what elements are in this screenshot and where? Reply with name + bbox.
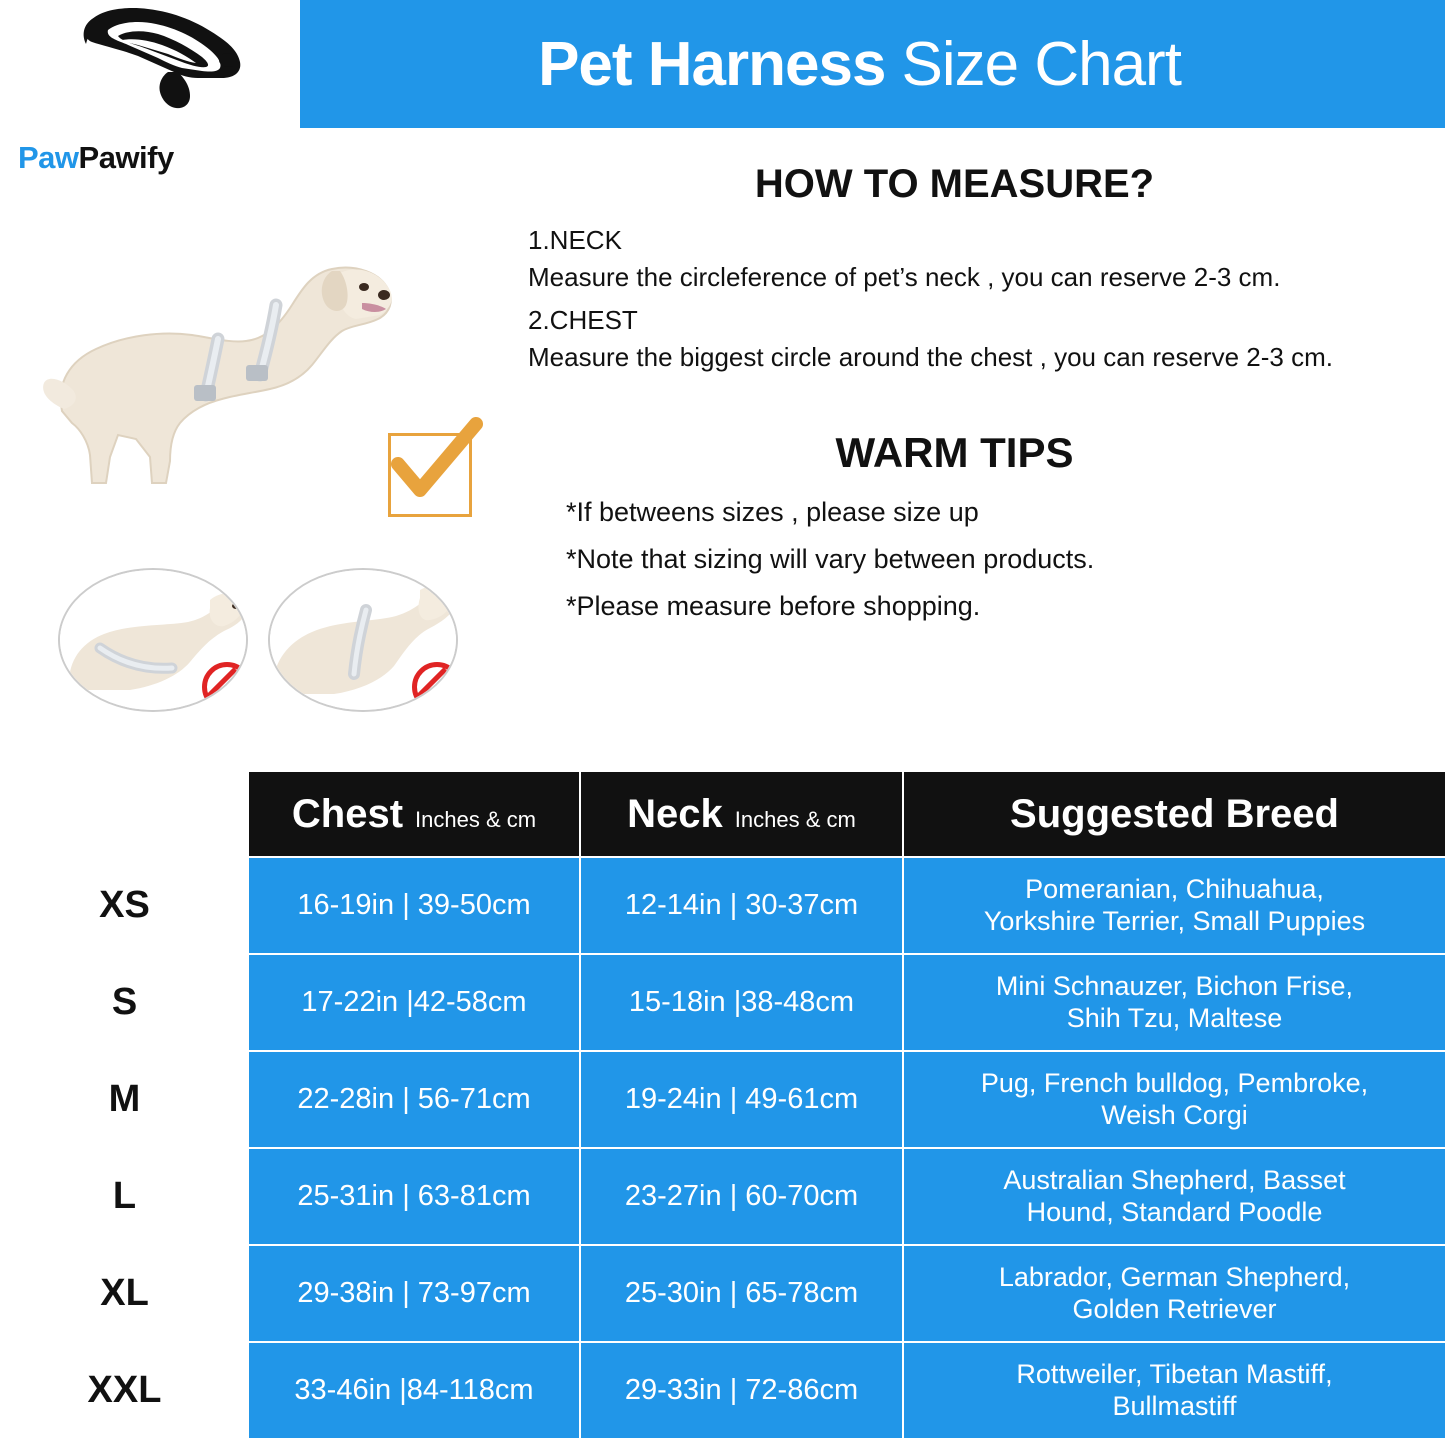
dog-loose-collar-photo — [58, 568, 248, 712]
cell-chest: 25-31in | 63-81cm — [248, 1148, 580, 1245]
breed-line-2: Yorkshire Terrier, Small Puppies — [983, 905, 1366, 936]
cell-breed — [903, 1148, 1445, 1245]
cell-chest: 33-46in |84-118cm — [248, 1342, 580, 1439]
page-title-light: Size Chart — [901, 29, 1181, 99]
breed-line-1: Pomeranian, Chihuahua, — [1025, 874, 1324, 905]
breed-line-1: Rottweiler, Tibetan Mastiff, — [1016, 1359, 1333, 1390]
table-row — [1, 1148, 1445, 1245]
orange-checkmark-icon — [384, 416, 484, 516]
breed-line-2: Bullmastiff — [1112, 1390, 1237, 1421]
breed-line-2: Golden Retriever — [1072, 1293, 1277, 1324]
cell-size: S — [1, 954, 248, 1051]
brand-word-1: Paw — [18, 140, 79, 175]
table-row — [1, 1342, 1445, 1439]
cell-breed — [903, 1051, 1445, 1148]
how-to-measure-heading: HOW TO MEASURE? — [754, 162, 1155, 206]
middle-section — [0, 128, 1445, 768]
warm-tips-list — [480, 497, 1429, 622]
header-chest-units: Inches & cm — [415, 806, 537, 832]
header-cell-chest — [248, 771, 580, 857]
cell-neck: 12-14in | 30-37cm — [580, 857, 903, 954]
cell-chest: 17-22in |42-58cm — [248, 954, 580, 1051]
measure-text-chest: Measure the biggest circle around the chest , you can reserve 2-3 cm. — [528, 342, 1333, 372]
cell-breed — [903, 954, 1445, 1051]
cell-neck: 19-24in | 49-61cm — [580, 1051, 903, 1148]
page-title-bold: Pet Harness — [538, 29, 886, 99]
cell-size: M — [1, 1051, 248, 1148]
cell-size: XL — [1, 1245, 248, 1342]
cell-size: L — [1, 1148, 248, 1245]
tip-line-3: *Please measure before shopping. — [566, 591, 981, 621]
info-column — [480, 128, 1429, 768]
illustration-column — [0, 128, 480, 768]
table-row — [1, 1245, 1445, 1342]
measure-label-chest: 2.CHEST — [528, 305, 638, 335]
header-chest-label: Chest — [291, 791, 404, 836]
prohibited-icon — [412, 662, 458, 712]
breed-line-1: Pug, French bulldog, Pembroke, — [980, 1068, 1369, 1099]
size-chart-table — [0, 770, 1445, 1440]
header-cell-size — [1, 771, 248, 857]
breed-line-1: Labrador, German Shepherd, — [998, 1262, 1351, 1293]
header-neck-label: Neck — [627, 791, 723, 836]
cell-chest: 22-28in | 56-71cm — [248, 1051, 580, 1148]
size-chart-table-wrapper — [0, 770, 1445, 1440]
dog-with-harness-photo — [40, 243, 400, 533]
tip-line-1: *If betweens sizes , please size up — [566, 497, 979, 527]
header-neck-units: Inches & cm — [734, 806, 856, 832]
cell-chest: 29-38in | 73-97cm — [248, 1245, 580, 1342]
brand-logo — [0, 0, 300, 175]
cell-size: XS — [1, 857, 248, 954]
title-banner — [300, 0, 1445, 128]
breed-line-2: Shih Tzu, Maltese — [1066, 1002, 1283, 1033]
cell-neck: 29-33in | 72-86cm — [580, 1342, 903, 1439]
table-header-row — [1, 771, 1445, 857]
dog-tight-collar-photo — [268, 568, 458, 712]
cell-neck: 15-18in |38-48cm — [580, 954, 903, 1051]
table-row — [1, 1051, 1445, 1148]
cell-neck: 23-27in | 60-70cm — [580, 1148, 903, 1245]
measure-label-neck: 1.NECK — [528, 225, 622, 255]
header-cell-neck — [580, 771, 903, 857]
measure-text-neck: Measure the circleference of pet’s neck , you can reserve 2-3 cm. — [528, 262, 1281, 292]
cell-breed — [903, 1245, 1445, 1342]
brand-word-2: Pawify — [78, 140, 174, 175]
page-header — [0, 0, 1445, 175]
table-row — [1, 857, 1445, 954]
tip-line-2: *Note that sizing will vary between products. — [566, 544, 1095, 574]
cell-chest: 16-19in | 39-50cm — [248, 857, 580, 954]
breed-line-1: Mini Schnauzer, Bichon Frise, — [995, 971, 1354, 1002]
cell-size: XXL — [1, 1342, 248, 1439]
header-breed-label: Suggested Breed — [1010, 791, 1339, 836]
warm-tips-heading: WARM TIPS — [835, 429, 1074, 476]
table-row — [1, 954, 1445, 1051]
cell-breed — [903, 857, 1445, 954]
measure-items — [480, 225, 1429, 373]
breed-line-1: Australian Shepherd, Basset — [1003, 1165, 1346, 1196]
cell-neck: 25-30in | 65-78cm — [580, 1245, 903, 1342]
prohibited-icon — [202, 662, 248, 712]
cell-breed — [903, 1342, 1445, 1439]
breed-line-2: Weish Corgi — [1101, 1099, 1248, 1130]
breed-line-2: Hound, Standard Poodle — [1026, 1196, 1323, 1227]
dog-head-icon — [78, 6, 248, 111]
header-cell-breed — [903, 771, 1445, 857]
